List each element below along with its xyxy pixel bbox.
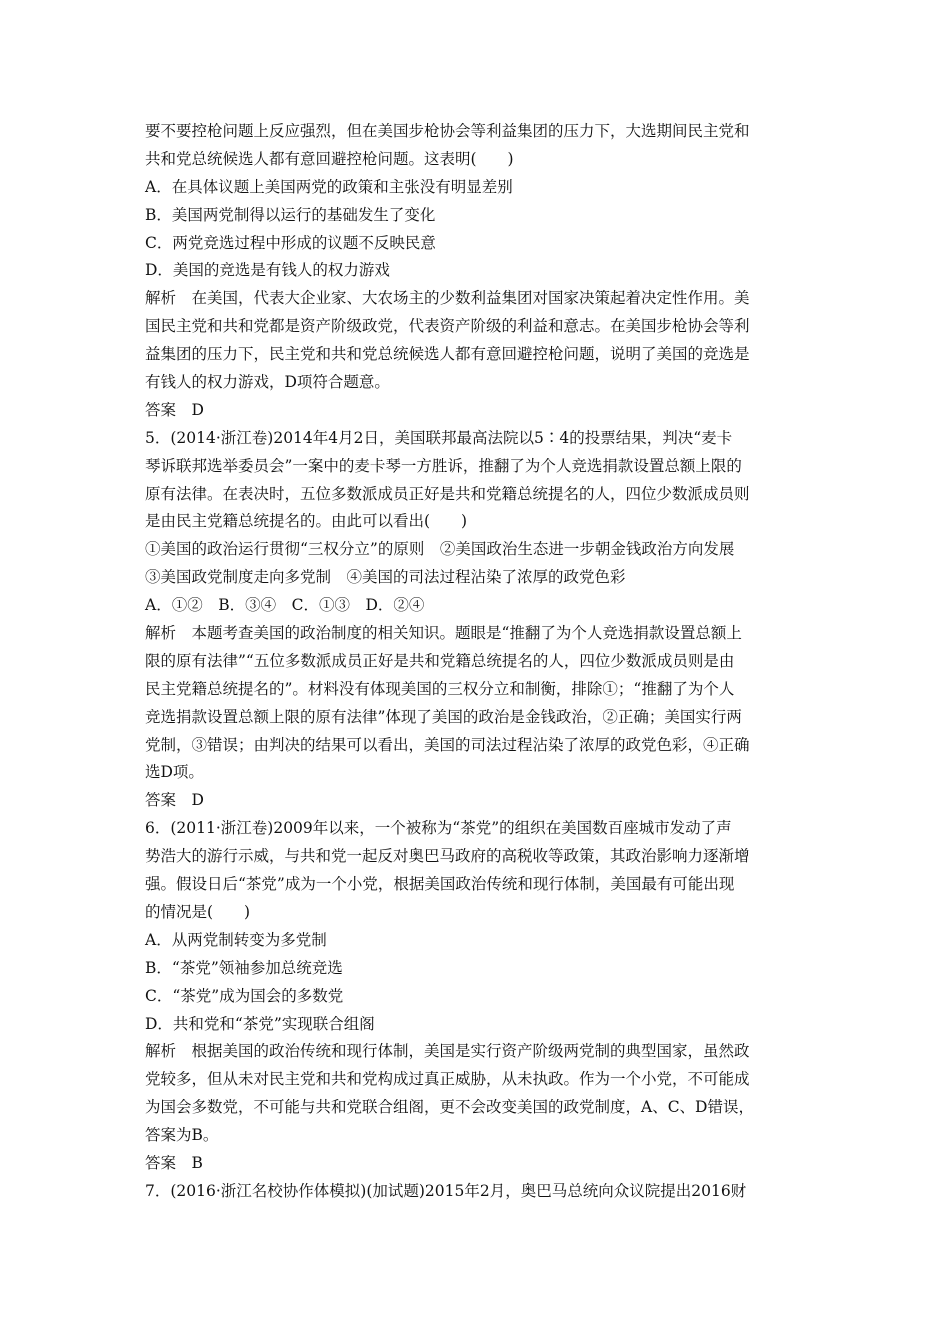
analysis-line: 解析 根据美国的政治传统和现行体制，美国是实行资产阶级两党制的典型国家，虽然政 — [145, 1042, 750, 1061]
question-line: 7．(2016·浙江名校协作体模拟)(加试题)2015年2月，奥巴马总统向众议院提出2016财 — [145, 1181, 747, 1200]
statement-line: ①美国的政治运行贯彻“三权分立”的原则 ②美国政治生态进一步朝金钱政治方向发展 — [145, 540, 735, 559]
analysis-line: 党制，③错误；由判决的结果可以看出，美国的司法过程沾染了浓厚的政党色彩，④正确 — [145, 735, 750, 754]
answer-line: 答案 B — [145, 1153, 203, 1172]
answer-line: 答案 D — [145, 791, 204, 810]
analysis-line: 有钱人的权力游戏，D项符合题意。 — [145, 373, 390, 392]
analysis-line: 民主党籍总统提名的”。材料没有体现美国的三权分立和制衡，排除①；“推翻了为个人 — [145, 679, 735, 698]
analysis-line: 选D项。 — [145, 763, 204, 782]
analysis-line: 答案为B。 — [145, 1126, 219, 1145]
question-line: 势浩大的游行示威，与共和党一起反对奥巴马政府的高税收等政策，其政治影响力逐渐增 — [145, 847, 750, 866]
option-line: D．共和党和“茶党”实现联合组阁 — [145, 1014, 375, 1033]
option-line: C．两党竞选过程中形成的议题不反映民意 — [145, 233, 436, 252]
option-line: A．从两党制转变为多党制 — [145, 930, 327, 949]
option-line: B．“茶党”领袖参加总统竞选 — [145, 958, 343, 977]
question-line: 的情况是( ) — [145, 902, 251, 921]
option-line: B．美国两党制得以运行的基础发生了变化 — [145, 205, 436, 224]
text-line: 要不要控枪问题上反应强烈，但在美国步枪协会等利益集团的压力下，大选期间民主党和 — [145, 122, 750, 140]
statement-line: ③美国政党制度走向多党制 ④美国的司法过程沾染了浓厚的政党色彩 — [145, 568, 626, 587]
question-line: 强。假设日后“茶党”成为一个小党，根据美国政治传统和现行体制，美国最有可能出现 — [145, 875, 735, 894]
document-body — [145, 118, 815, 1206]
option-line: A．①② B．③④ C．①③ D．②④ — [145, 596, 425, 615]
analysis-line: 益集团的压力下，民主党和共和党总统候选人都有意回避控枪问题，说明了美国的竞选是 — [145, 345, 750, 364]
question-line: 原有法律。在表决时，五位多数派成员正好是共和党籍总统提名的人，四位少数派成员则 — [145, 484, 750, 503]
option-line: D．美国的竞选是有钱人的权力游戏 — [145, 261, 390, 280]
question-line: 6．(2011·浙江卷)2009年以来，一个被称为“茶党”的组织在美国数百座城市发动了声 — [145, 819, 732, 838]
analysis-line: 国民主党和共和党都是资产阶级政党，代表资产阶级的利益和意志。在美国步枪协会等利 — [145, 317, 750, 336]
analysis-line: 竞选捐款设置总额上限的原有法律”体现了美国的政治是金钱政治，②正确；美国实行两 — [145, 707, 742, 726]
text-line: 共和党总统候选人都有意回避控枪问题。这表明( ) — [145, 149, 514, 168]
question-line: 是由民主党籍总统提名的。由此可以看出( ) — [145, 512, 468, 531]
option-line: A．在具体议题上美国两党的政策和主张没有明显差别 — [145, 177, 513, 196]
analysis-line: 为国会多数党，不可能与共和党联合组阁，更不会改变美国的政党制度，A、C、D错误， — [145, 1098, 754, 1117]
question-line: 琴诉联邦选举委员会”一案中的麦卡琴一方胜诉，推翻了为个人竞选捐款设置总额上限的 — [145, 456, 742, 475]
question-line: 5．(2014·浙江卷)2014年4月2日，美国联邦最高法院以5∶4的投票结果，判决“麦卡 — [145, 428, 733, 447]
answer-line: 答案 D — [145, 400, 204, 419]
analysis-line: 限的原有法律”“五位多数派成员正好是共和党籍总统提名的人，四位少数派成员则是由 — [145, 651, 735, 670]
analysis-line: 解析 在美国，代表大企业家、大农场主的少数利益集团对国家决策起着决定性作用。美 — [145, 289, 750, 308]
analysis-line: 解析 本题考查美国的政治制度的相关知识。题眼是“推翻了为个人竞选捐款设置总额上 — [145, 624, 742, 643]
option-line: C．“茶党”成为国会的多数党 — [145, 986, 344, 1005]
analysis-line: 党较多，但从未对民主党和共和党构成过真正威胁，从未执政。作为一个小党，不可能成 — [145, 1070, 750, 1089]
